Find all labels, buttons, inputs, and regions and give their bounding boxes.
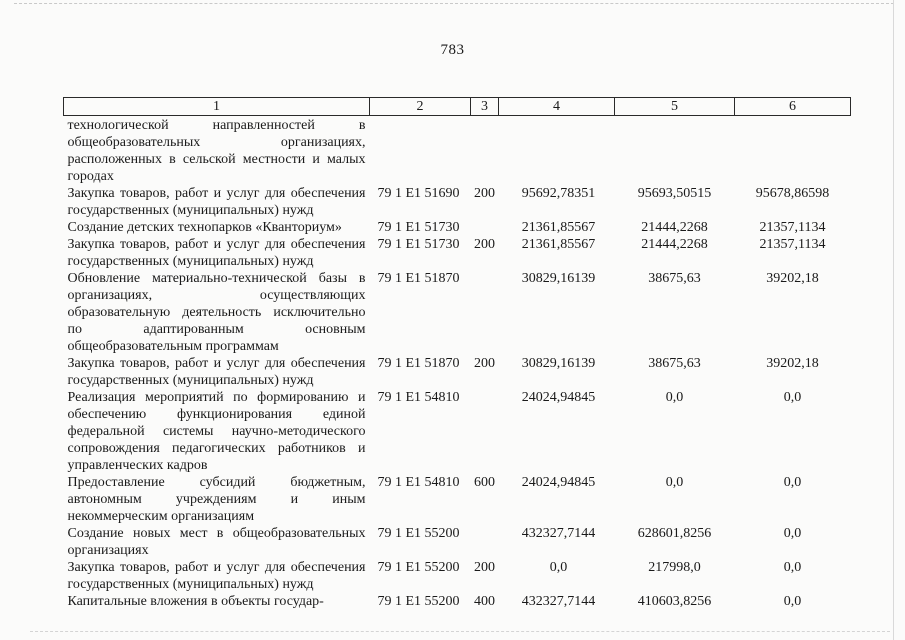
- row-value-col4: 30829,16139: [521, 356, 596, 371]
- row-value-col5: 38675,63: [648, 356, 701, 371]
- row-value-col6: 21357,1134: [759, 237, 826, 252]
- table-row: [64, 474, 851, 525]
- row-name: Создание детских технопарков «Кванториум»: [67, 220, 342, 235]
- row-value-col5: 410603,8256: [637, 594, 712, 609]
- row-value-col6: 0,0: [783, 560, 802, 575]
- row-code: 79 1 E1 55200: [377, 560, 460, 575]
- row-value-col6: 21357,1134: [759, 220, 826, 235]
- row-expense-type: [471, 116, 499, 186]
- budget-table: [63, 97, 851, 610]
- row-value-col5: 0,0: [665, 475, 684, 490]
- row-expense-type: 200: [474, 560, 495, 575]
- row-code: 79 1 E1 51870: [377, 356, 460, 371]
- row-expense-type: 200: [474, 356, 495, 371]
- row-name: технологической направленностей в общеобразовательных организациях, расположенных в сельской местности и малых городах: [67, 118, 366, 184]
- row-value-col4: 24024,94845: [521, 475, 596, 490]
- row-code: 79 1 E1 54810: [377, 390, 460, 405]
- row-code: 79 1 E1 55200: [377, 594, 460, 609]
- table-body: [64, 116, 851, 611]
- row-expense-type: 200: [474, 186, 495, 201]
- row-value-col4: 432327,7144: [521, 526, 596, 541]
- row-value-col4: 21361,85567: [521, 237, 596, 252]
- table-row: [64, 236, 851, 270]
- row-expense-type: [471, 389, 499, 474]
- page-number: 783: [440, 42, 465, 58]
- row-name: Обновление материально-технической базы в организациях, осуществляющих образовательную деятельность исключительно по адаптированным основным общеобразовательным программам: [67, 271, 366, 354]
- row-value-col6: 39202,18: [766, 271, 819, 286]
- table-row: [64, 525, 851, 559]
- row-code: 79 1 E1 51870: [377, 271, 460, 286]
- row-name: Закупка товаров, работ и услуг для обеспечения государственных (муниципальных) нужд: [67, 356, 366, 388]
- table-row: [64, 270, 851, 355]
- table-row: [64, 219, 851, 236]
- row-expense-type: [471, 525, 499, 559]
- row-code: 79 1 E1 51730: [377, 237, 460, 252]
- row-expense-type: [471, 219, 499, 236]
- row-value-col6: 0,0: [783, 594, 802, 609]
- row-name: Капитальные вложения в объекты государ-: [67, 594, 324, 609]
- row-value-col5: 21444,2268: [641, 237, 708, 252]
- row-value-col6: 0,0: [783, 526, 802, 541]
- row-value-col5: 628601,8256: [637, 526, 712, 541]
- table-row: [64, 559, 851, 593]
- row-value-col5: 21444,2268: [641, 220, 708, 235]
- row-value-col4: 0,0: [549, 560, 568, 575]
- row-value-col4: 95692,78351: [521, 186, 596, 201]
- row-code: [370, 116, 471, 186]
- column-header-6: 6: [735, 98, 851, 116]
- row-name: Закупка товаров, работ и услуг для обеспечения государственных (муниципальных) нужд: [67, 560, 366, 592]
- row-value-col5: 0,0: [665, 390, 684, 405]
- row-value-col4: 432327,7144: [521, 594, 596, 609]
- table-row: [64, 116, 851, 186]
- row-value-col4: [499, 116, 615, 186]
- row-value-col4: 30829,16139: [521, 271, 596, 286]
- column-header-5: 5: [615, 98, 735, 116]
- row-expense-type: [471, 270, 499, 355]
- row-code: 79 1 E1 51730: [377, 220, 460, 235]
- table-row: [64, 185, 851, 219]
- column-header-3: 3: [471, 98, 499, 116]
- table-row: [64, 593, 851, 610]
- row-name: Закупка товаров, работ и услуг для обеспечения государственных (муниципальных) нужд: [67, 237, 366, 269]
- row-code: 79 1 E1 51690: [377, 186, 460, 201]
- row-name: Реализация мероприятий по формированию и обеспечению функционирования единой федеральной системы научно-методического сопровождения педагогических работников и управленческих кадров: [67, 390, 366, 473]
- table-header: [64, 98, 851, 116]
- column-header-2: 2: [370, 98, 471, 116]
- row-code: 79 1 E1 54810: [377, 475, 460, 490]
- row-value-col5: [615, 116, 735, 186]
- row-value-col4: 21361,85567: [521, 220, 596, 235]
- column-header-4: 4: [499, 98, 615, 116]
- row-expense-type: 600: [474, 475, 495, 490]
- row-value-col6: 0,0: [783, 475, 802, 490]
- row-value-col6: [735, 116, 851, 186]
- row-name: Создание новых мест в общеобразовательных организациях: [67, 526, 366, 558]
- row-value-col6: 0,0: [783, 390, 802, 405]
- row-value-col5: 95693,50515: [637, 186, 712, 201]
- column-header-1: 1: [64, 98, 370, 116]
- row-value-col4: 24024,94845: [521, 390, 596, 405]
- scan-edge-top: [14, 3, 894, 4]
- scan-edge-bottom: [30, 631, 890, 632]
- row-expense-type: 200: [474, 237, 495, 252]
- row-value-col5: 38675,63: [648, 271, 701, 286]
- row-value-col6: 95678,86598: [755, 186, 830, 201]
- row-code: 79 1 E1 55200: [377, 526, 460, 541]
- row-value-col6: 39202,18: [766, 356, 819, 371]
- row-value-col5: 217998,0: [648, 560, 701, 575]
- row-name: Закупка товаров, работ и услуг для обеспечения государственных (муниципальных) нужд: [67, 186, 366, 218]
- table-row: [64, 355, 851, 389]
- row-name: Предоставление субсидий бюджетным, автономным учреждениям и иным некоммерческим организациям: [67, 475, 366, 524]
- row-expense-type: 400: [474, 594, 495, 609]
- table-row: [64, 389, 851, 474]
- scan-edge-right: [893, 0, 894, 640]
